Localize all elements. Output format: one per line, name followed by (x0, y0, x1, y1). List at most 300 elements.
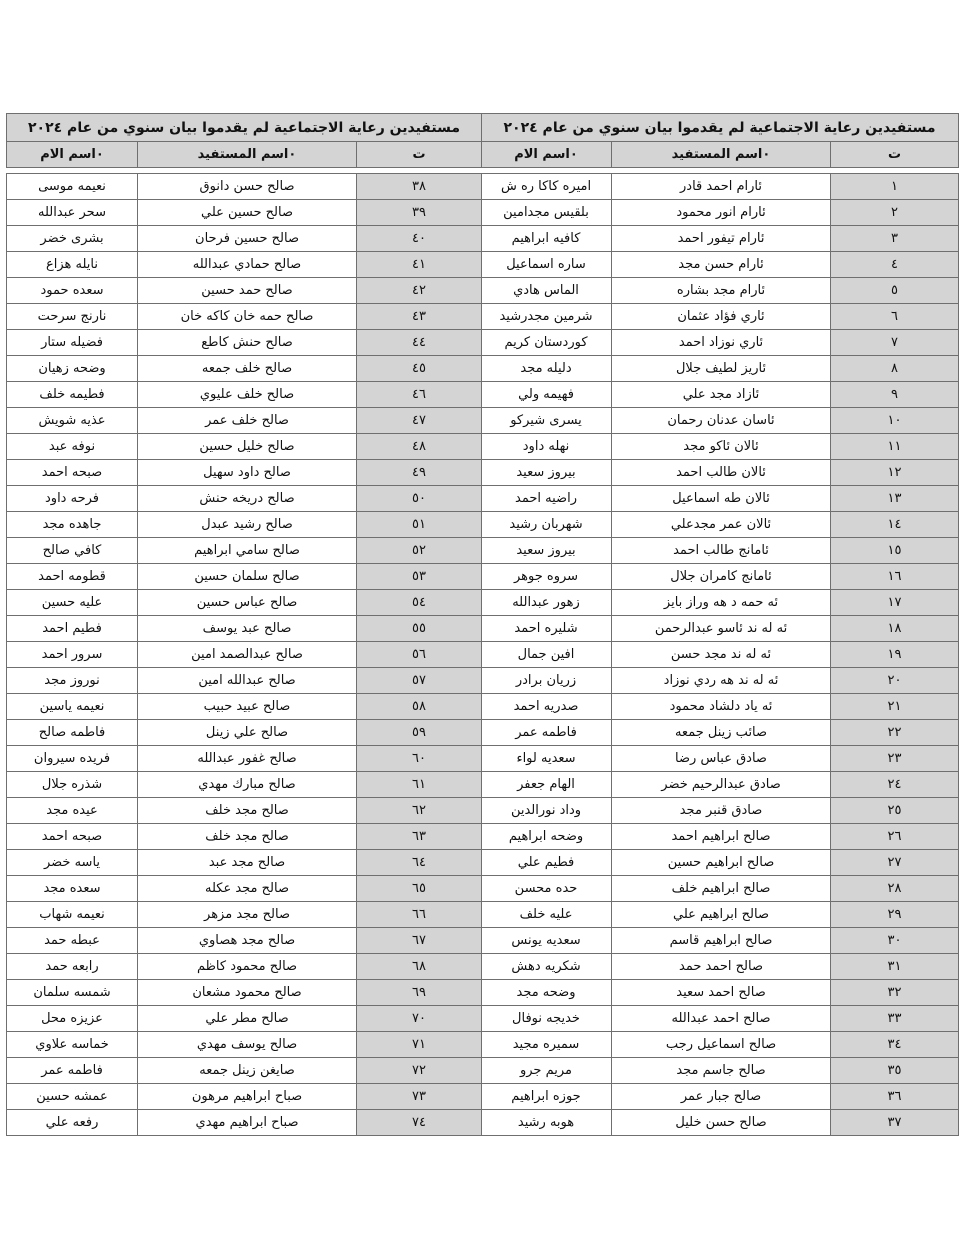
mother-name: عليه حسين (7, 590, 138, 616)
mother-name: بلقيس مجدامين (481, 200, 612, 226)
mother-name: فريده سيروان (7, 746, 138, 772)
mother-name: عذيه شويش (7, 408, 138, 434)
table-body (481, 174, 959, 1136)
mother-name: نعيمه ياسين (7, 694, 138, 720)
table-row (7, 564, 482, 590)
row-number: ٥٥ (357, 616, 482, 642)
row-number: ٥١ (357, 512, 482, 538)
beneficiary-name: صالح مجد عكله (138, 876, 357, 902)
row-number: ١٩ (831, 642, 959, 668)
row-number: ٦٠ (357, 746, 482, 772)
mother-name: نهله داود (481, 434, 612, 460)
table-row (7, 902, 482, 928)
table-row (481, 1058, 959, 1084)
table-row (7, 434, 482, 460)
row-number: ٣٧ (831, 1110, 959, 1136)
table-row (7, 1084, 482, 1110)
table-row (481, 980, 959, 1006)
beneficiary-name: ئاريز لطيف جلال (612, 356, 831, 382)
row-number: ٣٤ (831, 1032, 959, 1058)
mother-name: سعديه لواء (481, 746, 612, 772)
beneficiary-name: ئالان طه اسماعيل (612, 486, 831, 512)
table-row (481, 434, 959, 460)
table-row (7, 954, 482, 980)
beneficiary-name: ئاري نوزاد احمد (612, 330, 831, 356)
beneficiary-name: صالح عباس حسين (138, 590, 357, 616)
mother-name: راضيه احمد (481, 486, 612, 512)
mother-name: سميره مجيد (481, 1032, 612, 1058)
beneficiary-name: ئاسان عدنان رحمان (612, 408, 831, 434)
beneficiary-name: صالح ابراهيم حسين (612, 850, 831, 876)
beneficiary-name: صالح رشيد عبدل (138, 512, 357, 538)
table-row (481, 304, 959, 330)
row-number: ٣٢ (831, 980, 959, 1006)
mother-name: عبطه حمد (7, 928, 138, 954)
beneficiary-name: ئه له ند ئاسو عبدالرحمن (612, 616, 831, 642)
table-row (481, 694, 959, 720)
beneficiaries-table-left (6, 113, 482, 1136)
table-row (481, 278, 959, 304)
beneficiary-name: صالح يوسف مهدي (138, 1032, 357, 1058)
table-row (481, 824, 959, 850)
table-row (7, 694, 482, 720)
beneficiary-name: ئارام حسن مجد (612, 252, 831, 278)
beneficiary-name: صالح حسن دانوق (138, 174, 357, 200)
table-row (7, 720, 482, 746)
beneficiary-name: صالح سلمان حسين (138, 564, 357, 590)
beneficiary-name: صالح ابراهيم علي (612, 902, 831, 928)
mother-name: مريم جرو (481, 1058, 612, 1084)
beneficiary-name: ئارام انور محمود (612, 200, 831, 226)
mother-name: عمشه حسين (7, 1084, 138, 1110)
mother-name: فرحه داود (7, 486, 138, 512)
beneficiary-name: صالح خلف عمر (138, 408, 357, 434)
beneficiary-name: ئارام احمد قادر (612, 174, 831, 200)
table-row (481, 1084, 959, 1110)
row-number: ١٠ (831, 408, 959, 434)
beneficiary-name: ئالان عمر مجدعلي (612, 512, 831, 538)
table-row (7, 252, 482, 278)
column-header-mother-name: ٠اسم الام (7, 142, 138, 168)
beneficiary-name: صالح احمد حمد (612, 954, 831, 980)
mother-name: خديجه نوفال (481, 1006, 612, 1032)
table-row (7, 1032, 482, 1058)
row-number: ٤٨ (357, 434, 482, 460)
table-row (481, 850, 959, 876)
beneficiary-name: صالح غفور عبدالله (138, 746, 357, 772)
row-number: ٣٨ (357, 174, 482, 200)
row-number: ٦٤ (357, 850, 482, 876)
table-row (7, 798, 482, 824)
beneficiary-name: ئالان طالب احمد (612, 460, 831, 486)
row-number: ١٥ (831, 538, 959, 564)
row-number: ٣٥ (831, 1058, 959, 1084)
mother-name: خماسه علاوي (7, 1032, 138, 1058)
table-row (481, 564, 959, 590)
mother-name: بشرى خضر (7, 226, 138, 252)
table-row (481, 876, 959, 902)
row-number: ٢٠ (831, 668, 959, 694)
table-row (7, 382, 482, 408)
mother-name: بيروز سعيد (481, 460, 612, 486)
table-row (7, 226, 482, 252)
row-number: ٢ (831, 200, 959, 226)
table-row (7, 590, 482, 616)
row-number: ٧٢ (357, 1058, 482, 1084)
table-row (7, 850, 482, 876)
table-row (481, 668, 959, 694)
table-row (7, 486, 482, 512)
beneficiary-name: صباح ابراهيم مهدي (138, 1110, 357, 1136)
table-row (481, 1006, 959, 1032)
beneficiary-name: صالح عبد يوسف (138, 616, 357, 642)
table-row (481, 1032, 959, 1058)
table-row (7, 174, 482, 200)
beneficiary-name: صالح حسن خليل (612, 1110, 831, 1136)
row-number: ٥٢ (357, 538, 482, 564)
beneficiary-name: صالح حمادي عبدالله (138, 252, 357, 278)
beneficiary-name: ئامانج كامران جلال (612, 564, 831, 590)
row-number: ٤٦ (357, 382, 482, 408)
row-number: ٨ (831, 356, 959, 382)
beneficiary-name: ئه حمه د هه وراز بايز (612, 590, 831, 616)
table-row (7, 538, 482, 564)
mother-name: فاطمه صالح (7, 720, 138, 746)
mother-name: سروه جوهر (481, 564, 612, 590)
mother-name: رفعه علي (7, 1110, 138, 1136)
table-row (7, 512, 482, 538)
beneficiary-name: صالح عبدالله امين (138, 668, 357, 694)
row-number: ٢٤ (831, 772, 959, 798)
row-number: ٥٩ (357, 720, 482, 746)
row-number: ٤٩ (357, 460, 482, 486)
table-row (481, 798, 959, 824)
table-row (481, 954, 959, 980)
mother-name: فهيمه ولي (481, 382, 612, 408)
mother-name: سرور احمد (7, 642, 138, 668)
row-number: ٣١ (831, 954, 959, 980)
mother-name: سعديه يونس (481, 928, 612, 954)
row-number: ٧ (831, 330, 959, 356)
table-row (481, 408, 959, 434)
mother-name: فاطمه عمر (481, 720, 612, 746)
mother-name: سعده حمود (7, 278, 138, 304)
mother-name: صبحه احمد (7, 460, 138, 486)
table-row (7, 642, 482, 668)
mother-name: زريان برادر (481, 668, 612, 694)
mother-name: كوردستان كريم (481, 330, 612, 356)
table-row (7, 824, 482, 850)
table-row (481, 1110, 959, 1136)
beneficiary-name: صالح احمد عبدالله (612, 1006, 831, 1032)
mother-name: الماس هادي (481, 278, 612, 304)
table-row (7, 616, 482, 642)
beneficiary-name: ئازاد مجد علي (612, 382, 831, 408)
table-row (481, 200, 959, 226)
beneficiary-name: صالح مطر علي (138, 1006, 357, 1032)
table-row (481, 902, 959, 928)
row-number: ٢٩ (831, 902, 959, 928)
row-number: ٩ (831, 382, 959, 408)
table-row (481, 330, 959, 356)
mother-name: جاهده مجد (7, 512, 138, 538)
row-number: ٥٣ (357, 564, 482, 590)
beneficiary-name: صالح سامي ابراهيم (138, 538, 357, 564)
mother-name: نعيمه شهاب (7, 902, 138, 928)
beneficiary-name: صالح مجد هصاوي (138, 928, 357, 954)
row-number: ٤٧ (357, 408, 482, 434)
beneficiary-name: صالح مجد خلف (138, 798, 357, 824)
mother-name: دليله مجد (481, 356, 612, 382)
beneficiary-name: صالح حنش كاطع (138, 330, 357, 356)
beneficiary-name: ئه له ند هه ردي نوزاد (612, 668, 831, 694)
mother-name: نعيمه موسى (7, 174, 138, 200)
mother-name: قطومه احمد (7, 564, 138, 590)
table-row (7, 1006, 482, 1032)
row-number: ٥٧ (357, 668, 482, 694)
row-number: ٧٠ (357, 1006, 482, 1032)
row-number: ١٢ (831, 460, 959, 486)
row-number: ٦١ (357, 772, 482, 798)
table-row (7, 668, 482, 694)
mother-name: حده محسن (481, 876, 612, 902)
mother-name: نوفه عبد (7, 434, 138, 460)
row-number: ٢١ (831, 694, 959, 720)
beneficiary-name: صالح خليل حسين (138, 434, 357, 460)
mother-name: افين جمال (481, 642, 612, 668)
beneficiary-name: صالح ابراهيم احمد (612, 824, 831, 850)
mother-name: شهربان رشيد (481, 512, 612, 538)
table-title: مستفيدين رعاية الاجتماعية لم يقدموا بيان سنوي من عام ٢٠٢٤ (481, 114, 959, 142)
row-number: ٤٣ (357, 304, 482, 330)
mother-name: كافي صالح (7, 538, 138, 564)
row-number: ٤٠ (357, 226, 482, 252)
beneficiary-name: ئارام تيفور احمد (612, 226, 831, 252)
mother-name: شكريه دهش (481, 954, 612, 980)
row-number: ٥٨ (357, 694, 482, 720)
table-row (481, 252, 959, 278)
mother-name: فطيم علي (481, 850, 612, 876)
mother-name: نايله هزاع (7, 252, 138, 278)
row-number: ٦٣ (357, 824, 482, 850)
table-row (481, 382, 959, 408)
row-number: ٤١ (357, 252, 482, 278)
mother-name: وضحه ابراهيم (481, 824, 612, 850)
beneficiary-name: صالح دريخه حنش (138, 486, 357, 512)
mother-name: نارنج سرحت (7, 304, 138, 330)
mother-name: كافيه ابراهيم (481, 226, 612, 252)
beneficiaries-table-right (480, 113, 959, 1136)
row-number: ٤٥ (357, 356, 482, 382)
mother-name: وداد نورالدين (481, 798, 612, 824)
table-row (7, 304, 482, 330)
beneficiary-name: صالح جاسم مجد (612, 1058, 831, 1084)
mother-name: ياسه خضر (7, 850, 138, 876)
beneficiary-name: ئه له ند مجد حسن (612, 642, 831, 668)
table-row (481, 720, 959, 746)
mother-name: وضحه زهيان (7, 356, 138, 382)
mother-name: شمسه سلمان (7, 980, 138, 1006)
table-body (7, 174, 482, 1136)
row-number: ٢٨ (831, 876, 959, 902)
beneficiary-name: صالح احمد سعيد (612, 980, 831, 1006)
table-row (7, 330, 482, 356)
table-row (7, 356, 482, 382)
mother-name: سحر عبدالله (7, 200, 138, 226)
row-number: ٢٦ (831, 824, 959, 850)
table-row (7, 928, 482, 954)
mother-name: زهور عبدالله (481, 590, 612, 616)
row-number: ١٤ (831, 512, 959, 538)
row-number: ٣٣ (831, 1006, 959, 1032)
mother-name: ساره اسماعيل (481, 252, 612, 278)
mother-name: نوروز مجد (7, 668, 138, 694)
beneficiary-name: صايغن زينل جمعه (138, 1058, 357, 1084)
mother-name: فطيم احمد (7, 616, 138, 642)
table-row (481, 772, 959, 798)
mother-name: الهام جعفر (481, 772, 612, 798)
row-number: ١٨ (831, 616, 959, 642)
table-row (7, 1110, 482, 1136)
row-number: ٣٦ (831, 1084, 959, 1110)
row-number: ٦٢ (357, 798, 482, 824)
mother-name: جوزه ابراهيم (481, 1084, 612, 1110)
row-number: ٥٠ (357, 486, 482, 512)
row-number: ٦٩ (357, 980, 482, 1006)
beneficiary-name: صالح محمود كاظم (138, 954, 357, 980)
mother-name: شرمين مجدرشيد (481, 304, 612, 330)
table-row (7, 408, 482, 434)
table-row (481, 512, 959, 538)
beneficiary-name: صادق قنبر مجد (612, 798, 831, 824)
beneficiary-name: صالح اسماعيل رجب (612, 1032, 831, 1058)
table-row (7, 460, 482, 486)
row-number: ٧١ (357, 1032, 482, 1058)
table-row (7, 876, 482, 902)
mother-name: شذره جلال (7, 772, 138, 798)
row-number: ٦٦ (357, 902, 482, 928)
mother-name: يسرى شيركو (481, 408, 612, 434)
table-row (7, 1058, 482, 1084)
beneficiary-name: صائب زينل جمعه (612, 720, 831, 746)
beneficiary-name: صادق عبدالرحيم خضر (612, 772, 831, 798)
row-number: ٢٧ (831, 850, 959, 876)
row-number: ٥ (831, 278, 959, 304)
beneficiary-name: ئارام مجد بشاره (612, 278, 831, 304)
beneficiary-name: صالح حمد حسين (138, 278, 357, 304)
beneficiary-name: صباح ابراهيم مرهون (138, 1084, 357, 1110)
mother-name: بيروز سعيد (481, 538, 612, 564)
row-number: ٤ (831, 252, 959, 278)
row-number: ٢٣ (831, 746, 959, 772)
row-number: ٤٢ (357, 278, 482, 304)
mother-name: صبحه احمد (7, 824, 138, 850)
column-header-mother-name: ٠اسم الام (481, 142, 612, 168)
row-number: ٧٤ (357, 1110, 482, 1136)
beneficiary-name: ئامانج طالب احمد (612, 538, 831, 564)
beneficiary-name: صالح علي زينل (138, 720, 357, 746)
beneficiary-name: صالح عبيد حبيب (138, 694, 357, 720)
row-number: ١٣ (831, 486, 959, 512)
column-header-beneficiary-name: ٠اسم المستفيد (612, 142, 831, 168)
column-header-number: ت (831, 142, 959, 168)
row-number: ١ (831, 174, 959, 200)
beneficiary-name: صالح مجد مزهر (138, 902, 357, 928)
table-row (7, 746, 482, 772)
mother-name: فضيله ستار (7, 330, 138, 356)
table-row (7, 980, 482, 1006)
row-number: ٣٠ (831, 928, 959, 954)
row-number: ٦ (831, 304, 959, 330)
table-row (481, 590, 959, 616)
mother-name: هوبه رشيد (481, 1110, 612, 1136)
table-row (481, 616, 959, 642)
mother-name: عزيزه محل (7, 1006, 138, 1032)
table-row (7, 200, 482, 226)
beneficiary-name: ئالان ئاكو مجد (612, 434, 831, 460)
row-number: ٤٤ (357, 330, 482, 356)
table-row (481, 486, 959, 512)
row-number: ٢٥ (831, 798, 959, 824)
table-row (7, 772, 482, 798)
table-row (481, 928, 959, 954)
beneficiary-name: صالح حسين علي (138, 200, 357, 226)
table-row (481, 538, 959, 564)
row-number: ١٦ (831, 564, 959, 590)
row-number: ٥٤ (357, 590, 482, 616)
beneficiary-name: صالح جبار عمر (612, 1084, 831, 1110)
beneficiary-name: صالح مجد عبد (138, 850, 357, 876)
beneficiary-name: صالح محمود مشعان (138, 980, 357, 1006)
row-number: ٣ (831, 226, 959, 252)
mother-name: صدريه احمد (481, 694, 612, 720)
beneficiary-name: صالح خلف جمعه (138, 356, 357, 382)
table-row (7, 278, 482, 304)
beneficiary-name: صالح خلف عليوي (138, 382, 357, 408)
beneficiary-name: صالح ابراهيم خلف (612, 876, 831, 902)
table-row (481, 174, 959, 200)
row-number: ٥٦ (357, 642, 482, 668)
beneficiary-name: صالح ابراهيم قاسم (612, 928, 831, 954)
beneficiary-name: صالح حمه خان كاكه خان (138, 304, 357, 330)
row-number: ١١ (831, 434, 959, 460)
column-header-beneficiary-name: ٠اسم المستفيد (138, 142, 357, 168)
row-number: ٦٧ (357, 928, 482, 954)
table-row (481, 642, 959, 668)
mother-name: عيده مجد (7, 798, 138, 824)
mother-name: وضحه مجد (481, 980, 612, 1006)
row-number: ٧٣ (357, 1084, 482, 1110)
table-row (481, 226, 959, 252)
beneficiary-name: ئاري فؤاد عثمان (612, 304, 831, 330)
mother-name: عليه خلف (481, 902, 612, 928)
table-title: مستفيدين رعاية الاجتماعية لم يقدموا بيان سنوي من عام ٢٠٢٤ (7, 114, 482, 142)
row-number: ١٧ (831, 590, 959, 616)
beneficiary-name: صالح حسين فرحان (138, 226, 357, 252)
mother-name: سعده مجد (7, 876, 138, 902)
mother-name: فاطمه عمر (7, 1058, 138, 1084)
column-header-number: ت (357, 142, 482, 168)
table-row (481, 460, 959, 486)
beneficiary-name: صالح مبارك مهدي (138, 772, 357, 798)
beneficiary-name: ئه ياد دلشاد محمود (612, 694, 831, 720)
row-number: ٣٩ (357, 200, 482, 226)
row-number: ٦٨ (357, 954, 482, 980)
beneficiary-name: صالح عبدالصمد امين (138, 642, 357, 668)
row-number: ٢٢ (831, 720, 959, 746)
beneficiary-name: صالح داود سهيل (138, 460, 357, 486)
table-row (481, 356, 959, 382)
